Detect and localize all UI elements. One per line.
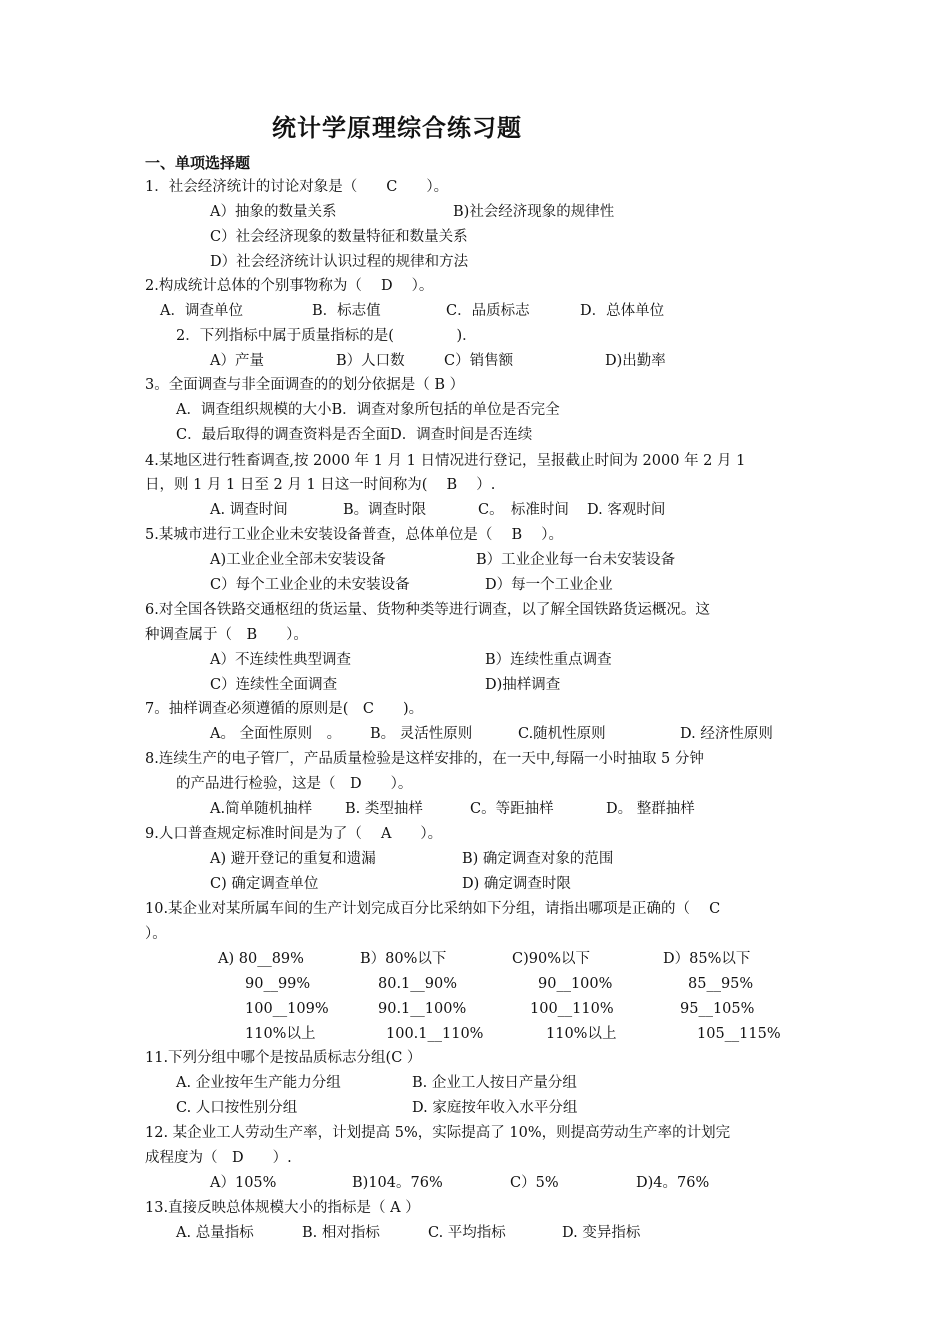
question-4-option-c: C。 标准时间 <box>478 502 569 518</box>
question-1-option-c: C）社会经济现象的数量特征和数量关系 <box>210 229 468 245</box>
question-9-stem: 9.人口普查规定标准时间是为了（ A ）。 <box>145 826 443 842</box>
question-9-option-c: C) 确定调查单位 <box>210 876 319 892</box>
question-4-stem-line2: 日，则 1 月 1 日至 2 月 1 日这一时间称为( B ）. <box>145 477 496 493</box>
question-3-options-ab: A．调查组织规模的大小B．调查对象所包括的单位是否完全 <box>176 402 560 418</box>
question-11-option-b: B. 企业工人按日产量分组 <box>412 1075 577 1091</box>
question-10-cell: C)90%以下 <box>512 951 590 967</box>
question-8-option-d: D。 整群抽样 <box>606 801 695 817</box>
question-10-cell: 90__100% <box>538 976 613 992</box>
question-1-option-b: B)社会经济现象的规律性 <box>453 204 615 220</box>
question-4-option-b: B。调查时限 <box>343 502 427 518</box>
question-3-stem: 3。全面调查与非全面调查的的划分依据是（ B ） <box>145 377 465 393</box>
question-5-option-c: C）每个工业企业的未安装设备 <box>210 577 410 593</box>
question-4-option-a: A. 调查时间 <box>210 502 288 518</box>
question-12-stem-line1: 12. 某企业工人劳动生产率，计划提高 5%，实际提高了 10%，则提高劳动生产率的计划完 <box>145 1125 731 1141</box>
question-2-option-c: C．品质标志 <box>446 303 530 319</box>
question-2-option-b: B．标志值 <box>312 303 381 319</box>
question-2-option-d: D．总体单位 <box>580 303 665 319</box>
question-13-option-d: D. 变异指标 <box>562 1225 641 1241</box>
question-11-option-d: D. 家庭按年收入水平分组 <box>412 1100 578 1116</box>
question-6-option-c: C）连续性全面调查 <box>210 677 338 693</box>
question-13-option-c: C. 平均指标 <box>428 1225 506 1241</box>
question-7-option-c: C.随机性原则 <box>518 726 606 742</box>
question-10-cell: 85__95% <box>688 976 754 992</box>
question-10-cell: 100__109% <box>245 1001 329 1017</box>
question-7-option-b: B。 灵活性原则 <box>370 726 473 742</box>
question-4-stem-line1: 4.某地区进行牲畜调查,按 2000 年 1 月 1 日情况进行登记，呈报截止时间为 2000 年 2 月 1 <box>145 453 746 469</box>
question-5-option-a: A)工业企业全部未安装设备 <box>210 552 386 568</box>
question-9-option-a: A) 避开登记的重复和遗漏 <box>210 851 376 867</box>
question-7-stem: 7。抽样调查必须遵循的原则是( C )。 <box>145 701 424 717</box>
question-10-cell: D）85%以下 <box>663 951 751 967</box>
question-8-option-c: C。等距抽样 <box>470 801 554 817</box>
question-6-stem-line2: 种调查属于（ B ）。 <box>145 627 308 643</box>
page-title: 统计学原理综合练习题 <box>272 114 522 142</box>
question-2-stem: 2.构成统计总体的个别事物称为（ D ）。 <box>145 278 434 294</box>
question-10-cell: 100__110% <box>530 1001 614 1017</box>
question-6-option-d: D)抽样调查 <box>485 677 561 693</box>
question-10-cell: 105__115% <box>697 1026 781 1042</box>
question-3-options-cd: C．最后取得的调查资料是否全面D．调查时间是否连续 <box>176 427 533 443</box>
question-10-cell: 110%以上 <box>245 1026 316 1042</box>
question-2b-stem: 2．下列指标中属于质量指标的是( )． <box>176 328 477 344</box>
question-11-option-a: A. 企业按年生产能力分组 <box>176 1075 341 1091</box>
question-6-option-a: A）不连续性典型调查 <box>210 652 351 668</box>
question-7-option-a: A。 全面性原则 。 <box>210 726 342 742</box>
question-2b-option-d: D)出勤率 <box>605 353 666 369</box>
question-10-cell: B）80%以下 <box>360 951 447 967</box>
question-2b-option-c: C）销售额 <box>444 353 514 369</box>
question-10-cell: 110%以上 <box>546 1026 617 1042</box>
question-10-cell: 80.1__90% <box>378 976 458 992</box>
question-13-option-a: A. 总量指标 <box>176 1225 254 1241</box>
question-13-stem: 13.直接反映总体规模大小的指标是（ A ） <box>145 1200 420 1216</box>
question-12-stem-line2: 成程度为（ D ）. <box>145 1150 292 1166</box>
question-12-option-d: D)4。76% <box>636 1175 710 1191</box>
question-12-option-a: A）105% <box>210 1175 277 1191</box>
question-8-option-a: A.简单随机抽样 <box>210 801 313 817</box>
section-heading: 一、单项选择题 <box>145 154 251 172</box>
question-8-stem-line1: 8.连续生产的电子管厂，产品质量检验是这样安排的，在一天中,每隔一小时抽取 5 分钟 <box>145 751 704 767</box>
question-9-option-d: D) 确定调查时限 <box>462 876 571 892</box>
question-11-option-c: C. 人口按性别分组 <box>176 1100 298 1116</box>
question-5-option-d: D）每一个工业企业 <box>485 577 613 593</box>
question-5-stem: 5.某城市进行工业企业未安装设备普查，总体单位是（ B ）。 <box>145 527 563 543</box>
question-6-stem-line1: 6.对全国各铁路交通枢纽的货运量、货物种类等进行调查，以了解全国铁路货运概况。这 <box>145 602 710 618</box>
question-9-option-b: B) 确定调查对象的范围 <box>462 851 614 867</box>
question-11-stem: 11.下列分组中哪个是按品质标志分组(C ） <box>145 1050 422 1066</box>
question-10-stem-line2: ）。 <box>145 926 167 942</box>
question-13-option-b: B. 相对指标 <box>302 1225 380 1241</box>
question-8-option-b: B. 类型抽样 <box>345 801 423 817</box>
question-10-stem-line1: 10.某企业对某所属车间的生产计划完成百分比采纳如下分组，请指出哪项是正确的（ C <box>145 901 721 917</box>
question-4-option-d: D. 客观时间 <box>587 502 666 518</box>
question-5-option-b: B）工业企业每一台未安装设备 <box>476 552 676 568</box>
question-10-cell: A) 80__89% <box>218 951 304 967</box>
question-2b-option-b: B）人口数 <box>336 353 405 369</box>
question-10-cell: 90.1__100% <box>378 1001 467 1017</box>
question-8-stem-line2: 的产品进行检验，这是（ D ）。 <box>176 776 413 792</box>
question-10-cell: 100.1__110% <box>386 1026 484 1042</box>
question-6-option-b: B）连续性重点调查 <box>485 652 612 668</box>
question-10-cell: 90__99% <box>245 976 311 992</box>
question-1-option-d: D）社会经济统计认识过程的规律和方法 <box>210 254 469 270</box>
question-10-cell: 95__105% <box>680 1001 755 1017</box>
question-1-option-a: A）抽象的数量关系 <box>210 204 337 220</box>
question-2b-option-a: A）产量 <box>210 353 264 369</box>
question-7-option-d: D. 经济性原则 <box>680 726 773 742</box>
question-12-option-c: C）5% <box>510 1175 559 1191</box>
question-1-stem: 1．社会经济统计的讨论对象是（ C ）。 <box>145 179 449 195</box>
question-12-option-b: B)104。76% <box>352 1175 443 1191</box>
question-2-option-a: A．调查单位 <box>160 303 243 319</box>
